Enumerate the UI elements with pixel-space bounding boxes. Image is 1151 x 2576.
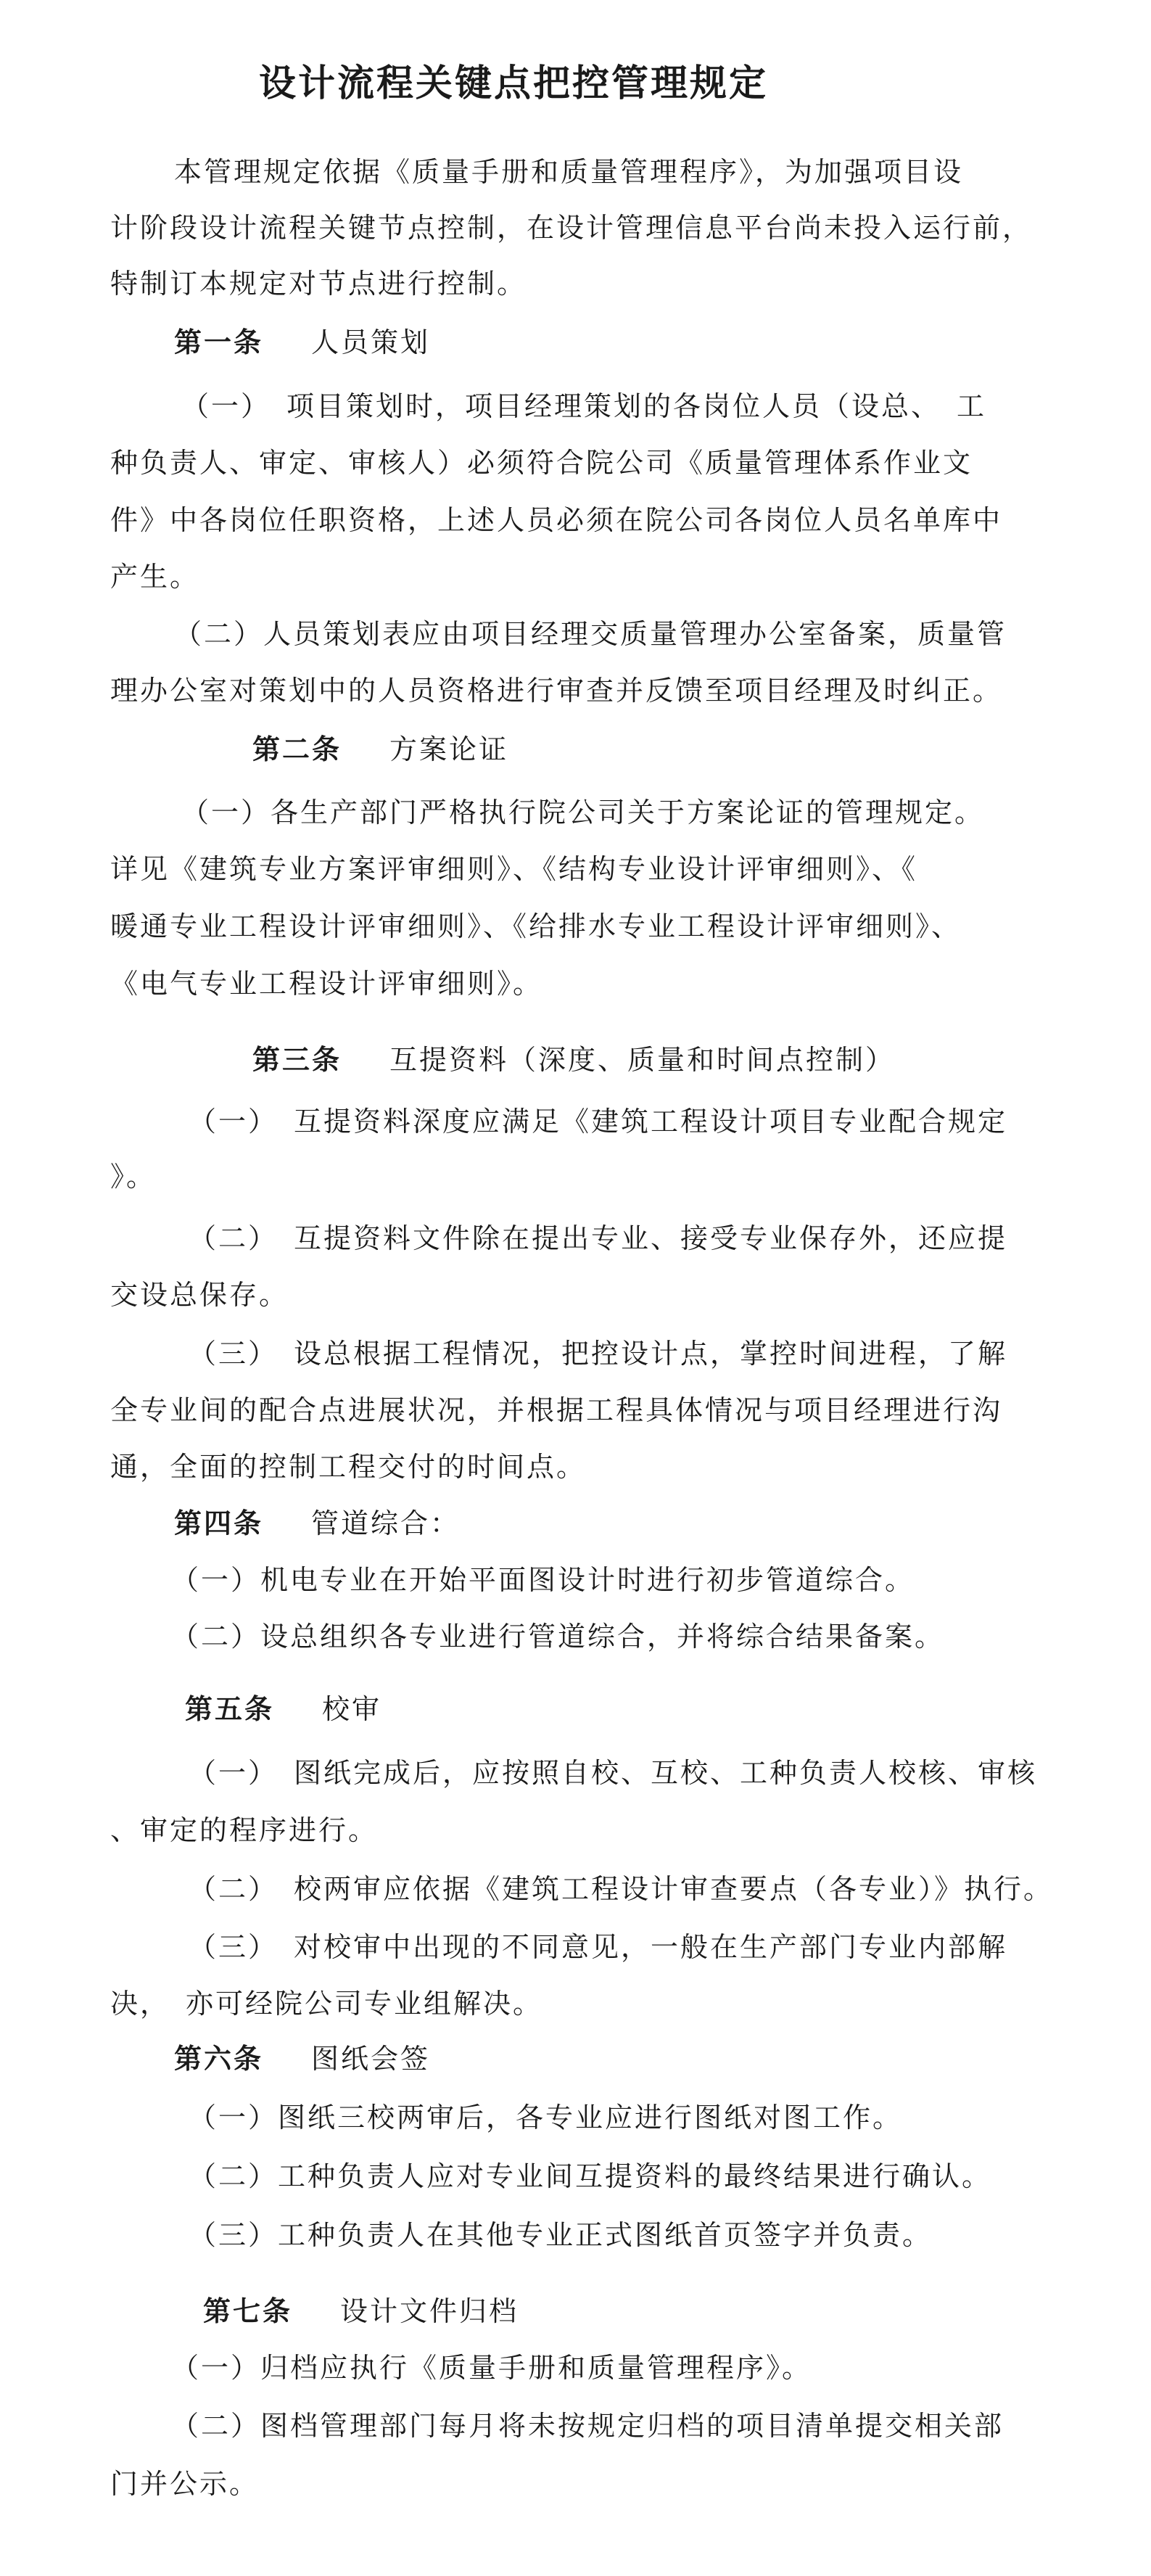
article-title: 方案论证 (389, 733, 509, 765)
article-7-heading (203, 2294, 519, 2329)
paragraph-line: （二）人员策划表应由项目经理交质量管理办公室备案，质量管 (174, 618, 1007, 650)
paragraph-line: （二）设总组织各专业进行管道综合，并将综合结果备案。 (171, 1621, 945, 1653)
article-number: 第一条 (174, 326, 264, 358)
paragraph-line: 暖通专业工程设计评审细则》、《给排水专业工程设计评审细则》、 (110, 910, 962, 942)
article-1-heading (174, 325, 430, 360)
article-title: 校审 (322, 1693, 382, 1725)
article-2-heading (252, 732, 508, 767)
article-title: 图纸会签 (311, 2043, 431, 2075)
paragraph-line: （二）工种负责人应对专业间互提资料的最终结果进行确认。 (189, 2160, 992, 2192)
article-title: 设计文件归档 (340, 2295, 519, 2327)
article-4-heading (174, 1506, 460, 1541)
paragraph-line: （二） 校两审应依据《建筑工程设计审查要点（各专业）》执行。 (189, 1873, 1054, 1905)
paragraph-line: （二） 互提资料文件除在提出专业、接受专业保存外，还应提 (189, 1222, 1008, 1254)
paragraph-line: （一）机电专业在开始平面图设计时进行初步管道综合。 (171, 1564, 915, 1596)
paragraph-line: 产生。 (110, 561, 200, 593)
paragraph-line: 交设总保存。 (110, 1279, 289, 1311)
paragraph-line: 件》中各岗位任职资格，上述人员必须在院公司各岗位人员名单库中 (110, 504, 1003, 536)
paragraph-line: 决， 亦可经院公司专业组解决。 (110, 1988, 543, 2020)
paragraph-line: （一） 互提资料深度应满足《建筑工程设计项目专业配合规定 (189, 1106, 1008, 1137)
paragraph-line: 全专业间的配合点进展状况，并根据工程具体情况与项目经理进行沟 (110, 1394, 1003, 1426)
paragraph-line: （三）工种负责人在其他专业正式图纸首页签字并负责。 (189, 2219, 933, 2251)
paragraph-line: （一） 项目策划时，项目经理策划的各岗位人员（设总、 工 (181, 390, 987, 422)
article-3-heading (252, 1042, 895, 1077)
paragraph-line: 通，全面的控制工程交付的时间点。 (110, 1451, 587, 1483)
paragraph-line: 、审定的程序进行。 (110, 1814, 379, 1846)
article-number: 第二条 (252, 733, 342, 765)
article-5-heading (185, 1692, 381, 1727)
intro-line: 特制订本规定对节点进行控制。 (110, 268, 527, 300)
paragraph-line: 《电气专业工程设计评审细则》。 (110, 968, 543, 1000)
article-number: 第六条 (174, 2043, 264, 2075)
article-number: 第五条 (185, 1693, 275, 1725)
paragraph-line: 理办公室对策划中的人员资格进行审查并反馈至项目经理及时纠正。 (110, 675, 1003, 707)
article-number: 第四条 (174, 1507, 264, 1539)
document-title: 设计流程关键点把控管理规定 (259, 62, 769, 105)
paragraph-line: 门并公示。 (110, 2468, 260, 2500)
paragraph-line: （一）归档应执行《质量手册和质量管理程序》。 (171, 2352, 812, 2384)
intro-line: 计阶段设计流程关键节点控制，在设计管理信息平台尚未投入运行前， (110, 212, 1033, 244)
paragraph-line: （三） 对校审中出现的不同意见，一般在生产部门专业内部解 (189, 1931, 1008, 1963)
paragraph-line: （一） 图纸完成后，应按照自校、互校、工种负责人校核、审核 (189, 1757, 1038, 1789)
article-title: 互提资料（深度、质量和时间点控制） (389, 1044, 896, 1076)
intro-line: 本管理规定依据《质量手册和质量管理程序》，为加强项目设 (174, 156, 964, 188)
paragraph-line: （二）图档管理部门每月将未按规定归档的项目清单提交相关部 (171, 2410, 1004, 2442)
article-number: 第三条 (252, 1044, 342, 1076)
article-6-heading (174, 2041, 430, 2076)
article-title: 人员策划 (311, 326, 431, 358)
paragraph-line: 》。 (110, 1161, 157, 1193)
article-number: 第七条 (203, 2295, 293, 2327)
paragraph-line: （三） 设总根据工程情况，把控设计点，掌控时间进程，了解 (189, 1338, 1008, 1370)
paragraph-line: 详见《建筑专业方案评审细则》、《结构专业设计评审细则》、《 (110, 853, 918, 885)
paragraph-line: （一）图纸三校两审后，各专业应进行图纸对图工作。 (189, 2102, 903, 2133)
paragraph-line: （一）各生产部门严格执行院公司关于方案论证的管理规定。 (181, 797, 985, 828)
paragraph-line: 种负责人、审定、审核人）必须符合院公司《质量管理体系作业文 (110, 447, 973, 479)
article-title: 管道综合： (311, 1507, 461, 1539)
